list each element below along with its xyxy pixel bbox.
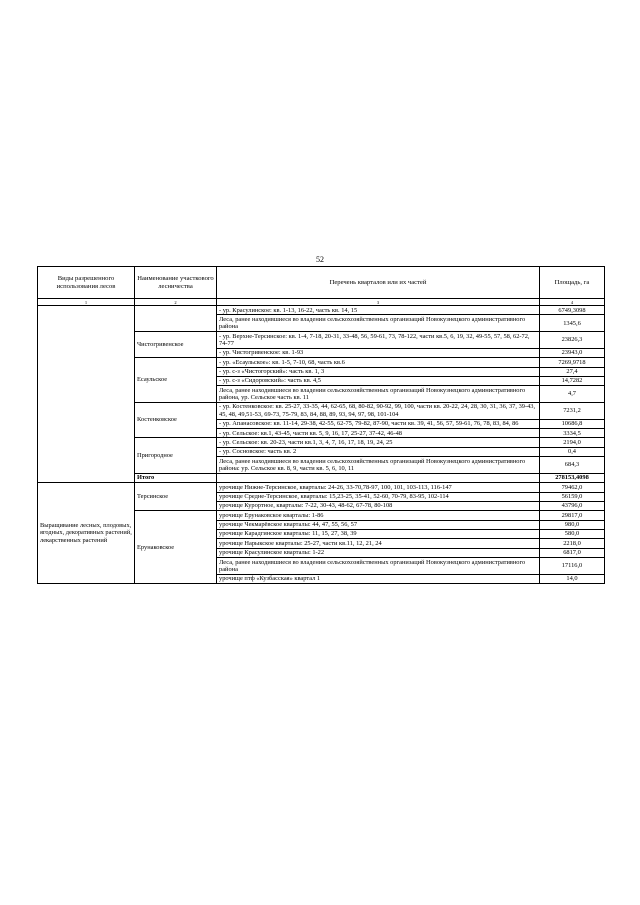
forestry-cell: Ерунаковское <box>135 511 217 584</box>
quarters-cell: - ур. Сельское: кв.1, 43-45, части кв. 5, 9, 16, 17, 25-27, 37-42, 46-48 <box>217 429 540 438</box>
column-number-row <box>38 299 605 306</box>
area-cell: 23943,0 <box>540 348 605 357</box>
quarters-cell: - ур. Чистогривенское: кв. 1-93 <box>217 348 540 357</box>
quarters-cell: - ур. Сельское: кв. 20-23, части кв.1, 3, 4, 7, 16, 17, 18, 19, 24, 25 <box>217 438 540 447</box>
column-number: 2 <box>135 299 217 306</box>
area-cell: 3334,5 <box>540 429 605 438</box>
area-cell: 0,4 <box>540 447 605 456</box>
quarters-cell: - ур. «Есаульское»: кв. 1-5, 7-10, 68, часть кв.6 <box>217 358 540 367</box>
area-cell: 14,0 <box>540 574 605 583</box>
total-label: Итого <box>135 473 217 482</box>
area-cell: 17116,0 <box>540 558 605 575</box>
area-cell: 6817,0 <box>540 548 605 557</box>
table-header-row <box>38 267 605 299</box>
quarters-cell: урочище Курортное, кварталы: 7-22, 30-43, 48-62, 67-78, 80-108 <box>217 501 540 510</box>
quarters-cell: урочище Нижне-Терсинское, кварталы: 24-26, 33-70,78-97, 100, 101, 103-113, 116-147 <box>217 483 540 492</box>
forest-usage-table <box>37 266 605 584</box>
quarters-cell: - ур. Красулинское: кв. 1-13, 16-22, часть кв. 14, 15 <box>217 306 540 315</box>
area-cell: 23826,3 <box>540 332 605 349</box>
area-cell: 29817,0 <box>540 511 605 520</box>
quarters-cell: Леса, ранее находившиеся во владении сельскохозяйственных организаций Новокузнецкого административного района <box>217 315 540 332</box>
area-cell: 2194,0 <box>540 438 605 447</box>
header-area: Площадь, га <box>540 267 605 299</box>
area-cell: 7269,9718 <box>540 358 605 367</box>
quarters-cell: урочище Чекмарёвское кварталы: 44, 47, 55, 56, 57 <box>217 520 540 529</box>
quarters-cell: урочище Нарыкское кварталы: 25-27, части кв.11, 12, 21, 24 <box>217 539 540 548</box>
quarters-cell: - ур. с-з «Сидоровский»: часть кв. 4,5 <box>217 376 540 385</box>
quarters-cell: урочище птф «Кузбасская» квартал 1 <box>217 574 540 583</box>
quarters-cell: Леса, ранее находившиеся во владении сельскохозяйственных организаций Новокузнецкого административного района, ур. Сельское часть кв. 11 <box>217 386 540 403</box>
quarters-cell: - ур. Сосновское: часть кв. 2 <box>217 447 540 456</box>
column-number: 1 <box>38 299 135 306</box>
forestry-cell: Чистогривенское <box>135 332 217 358</box>
area-cell: 43796,0 <box>540 501 605 510</box>
forestry-cell: Пригородное <box>135 438 217 473</box>
usage-type-cell-empty <box>38 306 135 483</box>
column-number: 3 <box>217 299 540 306</box>
table-row <box>38 483 605 492</box>
area-cell: 2218,0 <box>540 539 605 548</box>
quarters-cell: урочище Красулинское кварталы: 1-22 <box>217 548 540 557</box>
quarters-cell: урочище Карадгинское кварталы: 11, 15, 27, 38, 39 <box>217 529 540 538</box>
forestry-cell: Есаульское <box>135 358 217 403</box>
column-number: 4 <box>540 299 605 306</box>
header-forestry-name: Наименование участкового лесничества <box>135 267 217 299</box>
header-quarters-list: Перечень кварталов или их частей <box>217 267 540 299</box>
quarters-cell: Леса, ранее находившиеся во владении сельскохозяйственных организаций Новокузнецкого административного района <box>217 558 540 575</box>
page-number: 52 <box>316 255 324 264</box>
area-cell: 56159,0 <box>540 492 605 501</box>
area-cell: 14,7282 <box>540 376 605 385</box>
usage-type-cell: Выращивание лесных, плодовых, ягодных, декоративных растений, лекарственных растений <box>38 483 135 584</box>
quarters-cell: урочище Ерунаковское кварталы: 1-86 <box>217 511 540 520</box>
area-cell: 10686,8 <box>540 419 605 428</box>
quarters-cell: - ур. Апанасовское: кв. 11-14, 29-38, 42-55, 62-75, 79-82, 87-90, части кв. 39, 41, 56, 57, 59-61, 76, 78, 83, 84, 86 <box>217 419 540 428</box>
area-cell: 4,7 <box>540 386 605 403</box>
quarters-cell: урочище Средне-Терсинское, кварталы: 15,23-25, 35-41, 52-60, 70-79, 83-95, 102-114 <box>217 492 540 501</box>
quarters-cell: - ур. Верхне-Терсинское: кв. 1-4, 7-18, 20-31, 33-48, 56, 59-61, 73, 78-122, части кв.5, 6, 19, 32, 49-55, 57, 58, 62-72, 74-77 <box>217 332 540 349</box>
forestry-cell: Костенковское <box>135 402 217 437</box>
area-cell: 27,4 <box>540 367 605 376</box>
table-row <box>38 306 605 315</box>
quarters-cell: - ур. Костенковское: кв. 25-27, 33-35, 44, 62-65, 68, 80-82, 90-92, 99, 100, части кв. 20-22, 24, 28, 30, 31, 36, 37, 39-43, 45, 48, 49,51-53, 69-73, 75-79, 83, 84, 88, 89, 93, 94, 97, 98, 101-104 <box>217 402 540 419</box>
area-cell: 7231,2 <box>540 402 605 419</box>
quarters-cell: - ур. с-з «Чистогорский»: часть кв. 1, 3 <box>217 367 540 376</box>
total-value: 278153,4098 <box>540 473 605 482</box>
forestry-cell: Терсинское <box>135 483 217 511</box>
forestry-cell-empty <box>135 306 217 332</box>
quarters-cell: Леса, ранее находившиеся во владении сельскохозяйственных организаций Новокузнецкого административного района: ур. Сельское кв. 8, 9, части кв. 5, 6, 10, 11 <box>217 457 540 474</box>
area-cell: 980,0 <box>540 520 605 529</box>
area-cell: 1345,6 <box>540 315 605 332</box>
header-usage-type: Виды разрешенного использования лесов <box>38 267 135 299</box>
area-cell: 580,0 <box>540 529 605 538</box>
total-cell-empty <box>217 473 540 482</box>
area-cell: 684,3 <box>540 457 605 474</box>
area-cell: 6749,3098 <box>540 306 605 315</box>
area-cell: 79462,0 <box>540 483 605 492</box>
